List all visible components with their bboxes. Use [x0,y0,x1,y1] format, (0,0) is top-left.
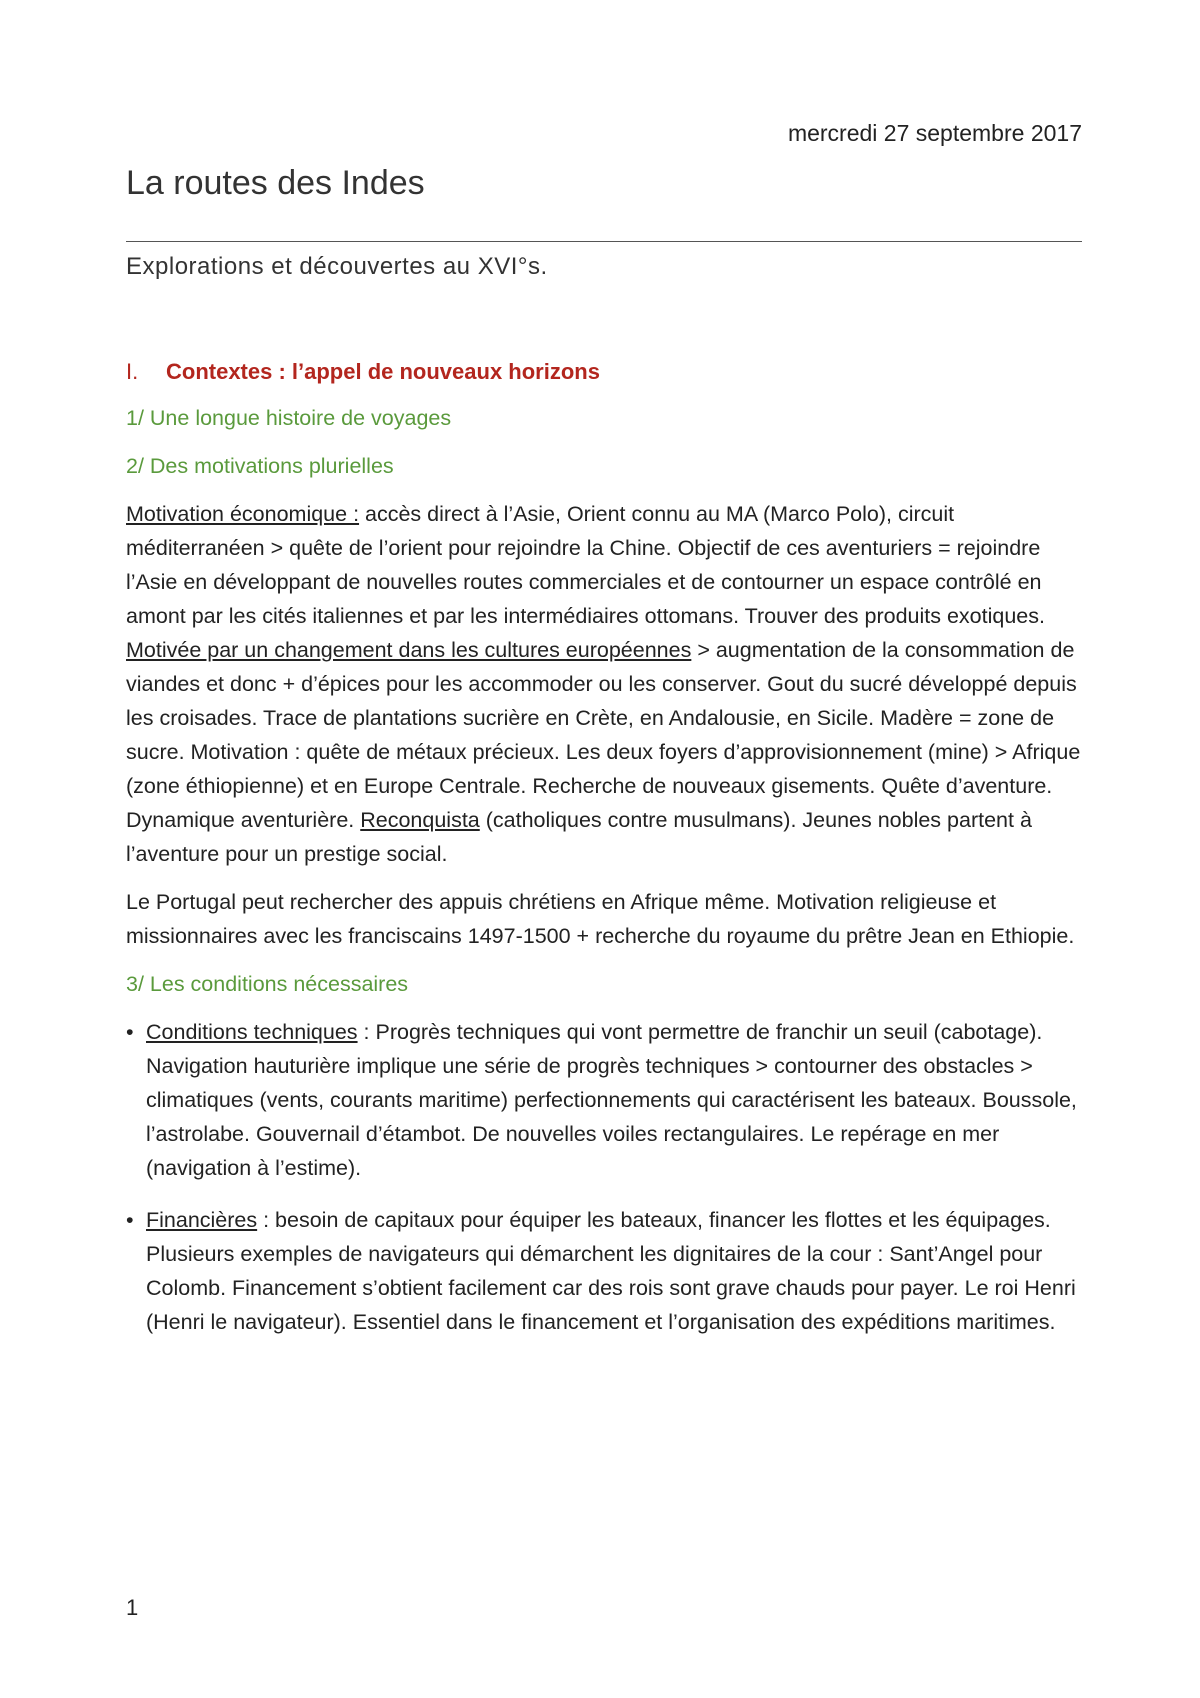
paragraph-portugal: Le Portugal peut rechercher des appuis chrétiens en Afrique même. Motivation religieuse et missionnaires avec les franciscains 1497-1500 + recherche du royaume du prêtre Jean en Ethiopie. [126,890,1075,948]
paragraph-text: > augmentation de la consommation de viandes et donc + d’épices pour les accommoder ou les conserver. Gout du sucré développé depuis les croisades. Trace de plantations sucrière en Crète, en Andalousie, en Sicile. Madère = zone de sucre. Motivation : quête de métaux précieux. Les deux foyers d’approvisionnement (mine) > Afrique (zone éthiopienne) et en Europe Centrale. Recherche de nouveaux gisements. Quête d’aventure. Dynamique aventurière. [126,638,1081,832]
page-number: 1 [126,1595,139,1620]
document-body [126,355,1082,1357]
underlined-term: Motivée par un changement dans les cultures européennes [126,638,692,662]
list-item [126,1015,1082,1185]
list-item-label: Conditions techniques [146,1020,358,1044]
document-subtitle: Explorations et découvertes au XVI°s. [126,253,548,280]
paragraph-text: (catholiques contre musulmans). Jeunes nobles partent à l’aventure pour un prestige social. [126,808,1032,866]
document-title: La routes des Indes [126,164,425,202]
paragraph-motivations [126,497,1082,871]
underlined-term: Reconquista [360,808,480,832]
subheading-3: 3/ Les conditions nécessaires [126,972,409,996]
document-date: mercredi 27 septembre 2017 [787,120,1082,146]
underlined-term: Motivation économique : [126,502,360,526]
bullet-icon: • [126,1020,134,1044]
list-item-text: : besoin de capitaux pour équiper les bateaux, financer les flottes et les équipages. Plusieurs exemples de navigateurs qui démarchent les dignitaires de la cour : Sant’Angel pour Colomb. Financement s’obtient facilement car des rois sont grave chauds pour payer. Le roi Henri (Henri le navigateur). Essentiel dans le financement et l’organisation des expéditions maritimes. [146,1208,1076,1334]
bullet-icon: • [126,1208,134,1232]
paragraph-text: accès direct à l’Asie, Orient connu au MA (Marco Polo), circuit méditerranéen > quête de l’orient pour rejoindre la Chine. Objectif de ces aventuriers = rejoindre l’Asie en développant de nouvelles routes commerciales et de contourner un espace contrôlé en amont par les cités italiennes et par les intermédiaires ottomans. Trouver des produits exotiques. [126,502,1045,628]
section-number: I. [126,359,139,384]
subheading-2: 2/ Des motivations plurielles [126,454,394,478]
section-heading-text: Contextes : l’appel de nouveaux horizons [166,359,600,384]
title-divider [126,241,1082,242]
subheading-1: 1/ Une longue histoire de voyages [126,406,452,430]
section-heading [126,355,1082,389]
list-item-label: Financières [146,1208,258,1232]
list-item [126,1203,1082,1339]
list-item-text: : Progrès techniques qui vont permettre de franchir un seuil (cabotage). Navigation hauturière implique une série de progrès techniques > contourner des obstacles > climatiques (vents, courants maritime) perfectionnements qui caractérisent les bateaux. Boussole, l’astrolabe. Gouvernail d’étambot. De nouvelles voiles rectangulaires. Le repérage en mer (navigation à l’estime). [146,1020,1077,1180]
document-page [126,0,1082,1698]
